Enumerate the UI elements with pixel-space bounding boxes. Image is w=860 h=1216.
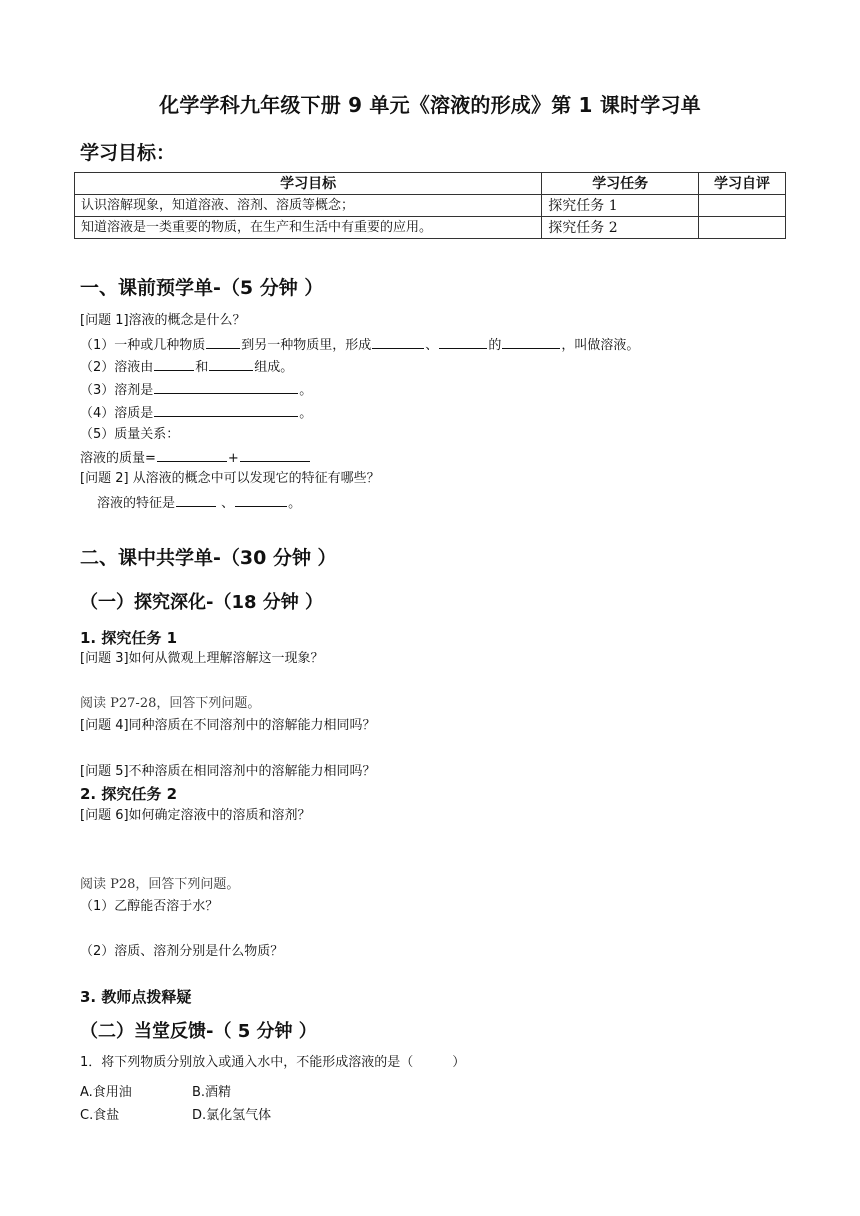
text-segment: + [227, 451, 239, 466]
section1-heading: 一、课前预学单-（5 分钟 ） [80, 277, 324, 299]
fill-blank[interactable] [176, 492, 216, 507]
self-eval-cell[interactable] [699, 195, 786, 217]
concept-line-1 [80, 334, 639, 356]
option-a[interactable]: A.食用油 [80, 1085, 132, 1100]
text-segment: （4）溶质是 [80, 406, 154, 421]
goal-heading: 学习目标： [80, 142, 176, 164]
option-b[interactable]: B.酒精 [192, 1085, 232, 1100]
text-segment: 和 [195, 360, 209, 375]
task-cell: 探究任务 1 [542, 195, 699, 217]
concept-line-2 [80, 356, 293, 378]
fill-blank[interactable] [154, 379, 298, 394]
feature-line [97, 492, 301, 514]
text-segment: 溶液的质量= [80, 451, 156, 466]
fill-blank[interactable] [154, 356, 194, 371]
fill-blank[interactable] [439, 334, 487, 349]
subsection-2-heading: （二）当堂反馈-（ 5 分钟 ） [80, 1021, 317, 1042]
text-segment: （3）溶剂是 [80, 383, 154, 398]
self-eval-cell[interactable] [699, 217, 786, 239]
goal-table [74, 172, 786, 239]
option-c[interactable]: C.食盐 [80, 1108, 120, 1123]
concept-line-4 [80, 402, 312, 424]
fill-blank[interactable] [502, 334, 560, 349]
header-task: 学习任务 [542, 173, 699, 195]
fill-blank[interactable] [235, 492, 287, 507]
task-2-heading: 2. 探究任务 2 [80, 785, 178, 803]
fill-blank[interactable] [157, 447, 227, 462]
text-segment: 到另一种物质里，形成 [241, 338, 372, 353]
reading-question-2: （2）溶质、溶剂分别是什么物质？ [80, 944, 284, 959]
table-row [75, 217, 786, 239]
question-2: [问题 2] 从溶液的概念中可以发现它的特征有哪些？ [80, 471, 380, 486]
question-4: [问题 4]同种溶质在不同溶剂中的溶解能力相同吗？ [80, 718, 376, 733]
goal-cell: 认识溶解现象，知道溶液、溶剂、溶质等概念； [75, 195, 542, 217]
option-d[interactable]: D.氯化氢气体 [192, 1108, 272, 1123]
text-segment: 。 [299, 406, 313, 421]
fill-blank[interactable] [206, 334, 240, 349]
text-segment: 。 [288, 496, 302, 511]
fill-blank[interactable] [154, 402, 298, 417]
goal-table-header [75, 173, 786, 195]
table-row [75, 195, 786, 217]
mass-relation-line [80, 447, 311, 469]
question-1: [问题 1]溶液的概念是什么？ [80, 313, 246, 328]
text-segment: 的 [488, 338, 502, 353]
task-cell: 探究任务 2 [542, 217, 699, 239]
task-1-heading: 1. 探究任务 1 [80, 629, 178, 647]
question-6: [问题 6]如何确定溶液中的溶质和溶剂？ [80, 808, 311, 823]
fill-blank[interactable] [240, 447, 310, 462]
question-5: [问题 5]不种溶质在相同溶剂中的溶解能力相同吗？ [80, 764, 376, 779]
concept-line-5: （5）质量关系： [80, 427, 180, 442]
text-segment: 组成。 [254, 360, 294, 375]
text-segment: 溶液的特征是 [97, 496, 176, 511]
reading-question-1: （1）乙醇能否溶于水？ [80, 899, 219, 914]
text-segment: ，叫做溶液。 [561, 338, 640, 353]
text-segment: 、 [425, 338, 439, 353]
question-3: [问题 3]如何从微观上理解溶解这一现象？ [80, 651, 324, 666]
text-segment: （1）一种或几种物质 [80, 338, 206, 353]
reading-note-1: 阅读 P27-28，回答下列问题。 [80, 696, 261, 711]
section2-heading: 二、课中共学单-（30 分钟 ） [80, 547, 337, 569]
text-segment: 。 [299, 383, 313, 398]
concept-line-3 [80, 379, 312, 401]
reading-note-2: 阅读 P28，回答下列问题。 [80, 877, 240, 892]
subsection-1-heading: （一）探究深化-（18 分钟 ） [80, 592, 324, 613]
task-3-heading: 3. 教师点拨释疑 [80, 988, 192, 1006]
exercise-1: 1．将下列物质分别放入或通入水中，不能形成溶液的是（ ） [80, 1055, 466, 1070]
text-segment: （2）溶液由 [80, 360, 154, 375]
text-segment: 、 [217, 496, 235, 511]
goal-cell: 知道溶液是一类重要的物质，在生产和生活中有重要的应用。 [75, 217, 542, 239]
header-goal: 学习目标 [75, 173, 542, 195]
fill-blank[interactable] [209, 356, 253, 371]
fill-blank[interactable] [372, 334, 424, 349]
page-title: 化学学科九年级下册 9 单元《溶液的形成》第 1 课时学习单 [159, 93, 701, 117]
header-self-eval: 学习自评 [699, 173, 786, 195]
